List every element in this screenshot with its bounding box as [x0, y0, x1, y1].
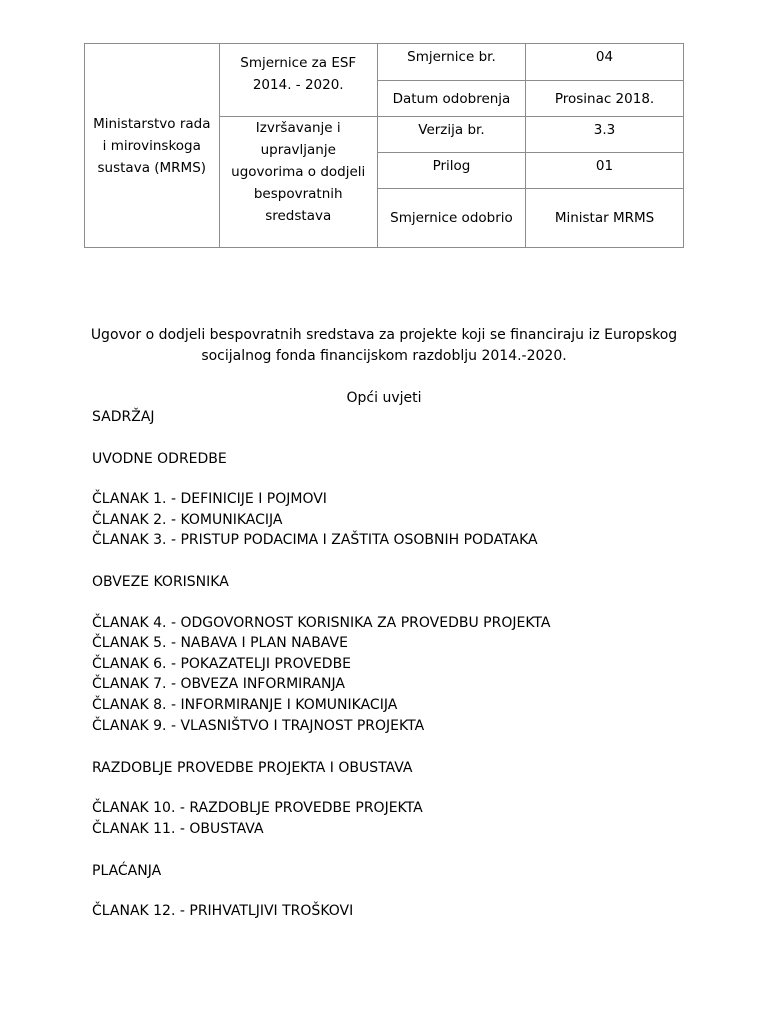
institution-cell: [85, 44, 220, 248]
row-value: 04: [526, 44, 684, 81]
guidelines-subject-line: upravljanje: [260, 142, 336, 158]
guidelines-title-line: Smjernice za ESF: [240, 55, 357, 71]
guidelines-subject-line: Izvršavanje i: [255, 120, 341, 136]
row-label: Smjernice br.: [377, 44, 525, 81]
article-item: ČLANAK 7. - OBVEZA INFORMIRANJA: [92, 676, 345, 692]
guidelines-subject-cell: [219, 117, 377, 248]
article-item: ČLANAK 10. - RAZDOBLJE PROVEDBE PROJEKTA: [92, 800, 423, 816]
institution-line: i mirovinskoga: [102, 137, 201, 154]
row-label: Datum odobrenja: [377, 81, 525, 117]
article-item: ČLANAK 9. - VLASNIŠTVO I TRAJNOST PROJEKTA: [92, 718, 425, 734]
section-heading: PLAĆANJA: [92, 863, 162, 879]
section-heading: UVODNE ODREDBE: [92, 451, 227, 467]
contents-heading: SADRŽAJ: [92, 409, 155, 425]
row-value: Prosinac 2018.: [526, 81, 684, 117]
row-label: Smjernice odobrio: [377, 189, 525, 248]
guidelines-subject-line: ugovorima o dodjeli: [231, 164, 366, 180]
row-value: 01: [526, 153, 684, 189]
institution-line: sustava (MRMS): [97, 159, 207, 176]
article-item: ČLANAK 8. - INFORMIRANJE I KOMUNIKACIJA: [92, 697, 398, 713]
institution-line: Ministarstvo rada: [93, 115, 211, 132]
guidelines-subject-line: bespovratnih: [253, 186, 343, 202]
row-label: Prilog: [377, 153, 525, 189]
article-item: ČLANAK 1. - DEFINICIJE I POJMOVI: [92, 491, 327, 507]
article-item: ČLANAK 6. - POKAZATELJI PROVEDBE: [92, 656, 352, 672]
document-subtitle: Opći uvjeti: [346, 390, 422, 406]
document-title-line: socijalnog fonda financijskom razdoblju 2014.-2020.: [201, 348, 567, 364]
article-item: ČLANAK 2. - KOMUNIKACIJA: [92, 512, 283, 528]
section-heading: OBVEZE KORISNIKA: [92, 574, 229, 590]
row-label: Verzija br.: [377, 117, 525, 153]
article-item: ČLANAK 12. - PRIHVATLJIVI TROŠKOVI: [92, 903, 354, 919]
document-title-line: Ugovor o dodjeli bespovratnih sredstava za projekte koji se financiraju iz Europskog: [90, 327, 678, 343]
section-heading: RAZDOBLJE PROVEDBE PROJEKTA I OBUSTAVA: [92, 760, 413, 776]
header-table: [84, 43, 684, 248]
article-item: ČLANAK 5. - NABAVA I PLAN NABAVE: [92, 635, 348, 651]
article-item: ČLANAK 3. - PRISTUP PODACIMA I ZAŠTITA OSOBNIH PODATAKA: [92, 532, 538, 548]
article-item: ČLANAK 11. - OBUSTAVA: [92, 821, 264, 837]
guidelines-title-cell: [219, 44, 377, 117]
row-value: 3.3: [526, 117, 684, 153]
guidelines-subject-line: sredstava: [265, 208, 332, 224]
guidelines-title-line: 2014. - 2020.: [252, 77, 344, 93]
article-item: ČLANAK 4. - ODGOVORNOST KORISNIKA ZA PROVEDBU PROJEKTA: [92, 615, 551, 631]
row-value: Ministar MRMS: [526, 189, 684, 248]
